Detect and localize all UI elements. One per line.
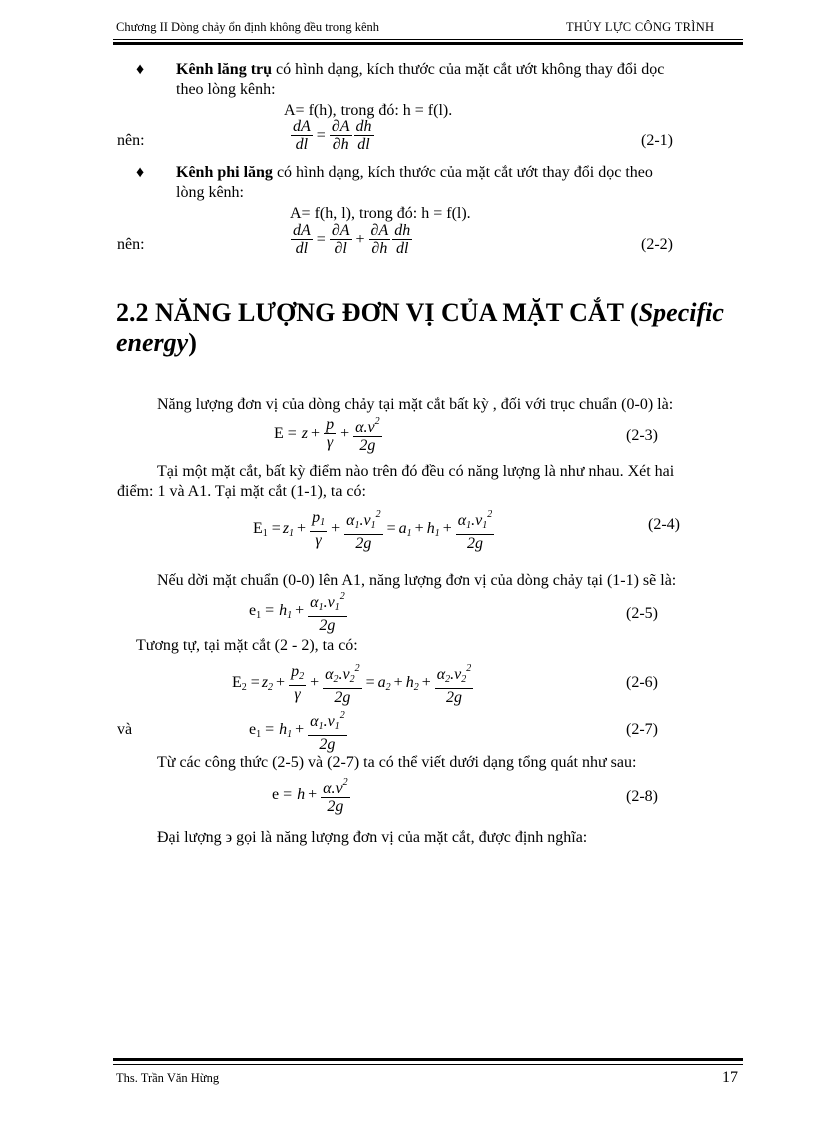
paragraph-4: Tương tự, tại mặt cắt (2 - 2), ta có: xyxy=(136,637,358,654)
paragraph-3: Nếu dời mặt chuẩn (0-0) lên A1, năng lượng đơn vị của dòng chảy tại (1-1) sẽ là: xyxy=(157,572,677,589)
eq-number-2-7: (2-7) xyxy=(626,721,658,738)
section-title-italic-1: Specific xyxy=(638,298,724,327)
header-book-title: THỦY LỰC CÔNG TRÌNH xyxy=(566,20,715,34)
paragraph-6: Đại lượng ϶ gọi là năng lượng đơn vị của mặt cắt, được định nghĩa: xyxy=(157,829,588,846)
eq-2-8-lhs: e = xyxy=(272,785,293,803)
bullet-2-line-1 xyxy=(176,163,653,183)
section-title-close: ) xyxy=(188,328,197,357)
page-number: 17 xyxy=(722,1069,738,1086)
equation-2-7: $e_1$ = $h_1$ + $\frac{\alpha_1.v_1^2}{2g}$ xyxy=(249,707,348,753)
footer-rule-thick xyxy=(113,1058,743,1061)
label-nen-1: nên: xyxy=(117,132,145,149)
section-heading-line-1 xyxy=(116,298,724,328)
bullet-1-formula: A= f(h), trong đó: h = f(l). xyxy=(284,102,453,119)
bullet-2-line-2: lòng kênh: xyxy=(176,184,244,201)
footer-author: Ths. Trần Văn Hừng xyxy=(116,1071,220,1085)
section-title: 2.2 NĂNG LƯỢNG ĐƠN VỊ CỦA MẶT CẮT ( xyxy=(116,298,639,327)
eq-2-5-lhs: $e_1$ = xyxy=(249,601,275,621)
equation-2-6: $E_2$ = $z_2$ + $\frac{p_2}{\gamma}$ + $\frac{\alpha_2.v_2^2}{2g}$ = $a_2$ + $h_2$ + $\frac{\alpha_2.v_2^2}{2g}$ xyxy=(232,660,474,706)
header-rule-thin xyxy=(113,39,743,40)
eq-2-6-lhs: $E_2$ = xyxy=(232,673,260,693)
equation-2-4: $E_1$ = $z_1$ + $\frac{p_1}{\gamma}$ + $\frac{\alpha_1.v_1^2}{2g}$ = $a_1$ + $h_1$ + $\frac{\alpha_1.v_1^2}{2g}$ xyxy=(253,506,495,552)
equation-2-3: E = z + $\frac{p}{\gamma}$ + $\frac{\alpha.v^2}{2g}$ xyxy=(274,413,383,454)
paragraph-5: Từ các công thức (2-5) và (2-7) ta có thể viết dưới dạng tổng quát như sau: xyxy=(157,754,637,771)
header-chapter: Chương II Dòng chảy ổn định không đều trong kênh xyxy=(116,20,380,34)
label-va: và xyxy=(117,721,133,738)
eq-2-4-lhs: $E_1$ = xyxy=(253,519,281,539)
bullet-2-term: Kênh phi lăng xyxy=(176,164,273,181)
eq-number-2-5: (2-5) xyxy=(626,605,658,622)
bullet-1-icon: ♦ xyxy=(136,61,145,78)
paragraph-2-line-2: điểm: 1 và A1. Tại mặt cắt (1-1), ta có: xyxy=(117,483,366,500)
equation-2-8: e = h + $\frac{\alpha.v^2}{2g}$ xyxy=(272,774,351,815)
paragraph-1: Năng lượng đơn vị của dòng chảy tại mặt cắt bất kỳ , đối với trục chuẩn (0-0) là: xyxy=(157,396,674,413)
equation-2-2: $\frac{dA}{dl}$ = $\frac{\partial A}{\partial l}$ + $\frac{\partial A}{\partial h}$ $\frac{dh}{dl}$ xyxy=(293,222,411,257)
paragraph-2-line-1: Tại một mặt cắt, bất kỳ điểm nào trên đó đều có năng lượng là như nhau. Xét hai xyxy=(157,463,675,480)
eq-number-2-6: (2-6) xyxy=(626,674,658,691)
bullet-1-line-2: theo lòng kênh: xyxy=(176,81,276,98)
equation-2-1: $\frac{dA}{dl}$ = $\frac{\partial A}{\partial h}$ $\frac{dh}{dl}$ xyxy=(293,118,372,153)
footer-rule-thin xyxy=(113,1064,743,1065)
bullet-1-line-1 xyxy=(176,60,664,80)
section-heading-line-2 xyxy=(116,328,197,358)
eq-number-2-1: (2-1) xyxy=(641,132,673,149)
eq-2-3-lhs: E = xyxy=(274,424,297,442)
eq-number-2-2: (2-2) xyxy=(641,236,673,253)
bullet-1-text: có hình dạng, kích thước của mặt cắt ướt không thay đổi dọc xyxy=(276,61,665,78)
bullet-2-formula: A= f(h, l), trong đó: h = f(l). xyxy=(290,205,471,222)
eq-2-7-lhs: $e_1$ = xyxy=(249,720,275,740)
section-title-italic-2: energy xyxy=(116,328,189,357)
bullet-2-text: có hình dạng, kích thước của mặt cắt ướt thay đổi dọc theo xyxy=(276,164,653,181)
eq-number-2-3: (2-3) xyxy=(626,427,658,444)
eq-number-2-4: (2-4) xyxy=(648,516,680,533)
equation-2-5: $e_1$ = $h_1$ + $\frac{\alpha_1.v_1^2}{2g}$ xyxy=(249,588,348,634)
label-nen-2: nên: xyxy=(117,236,145,253)
bullet-2-icon: ♦ xyxy=(136,164,145,181)
bullet-1-term: Kênh lăng trụ xyxy=(176,61,273,78)
eq-number-2-8: (2-8) xyxy=(626,788,658,805)
header-rule-thick xyxy=(113,42,743,45)
